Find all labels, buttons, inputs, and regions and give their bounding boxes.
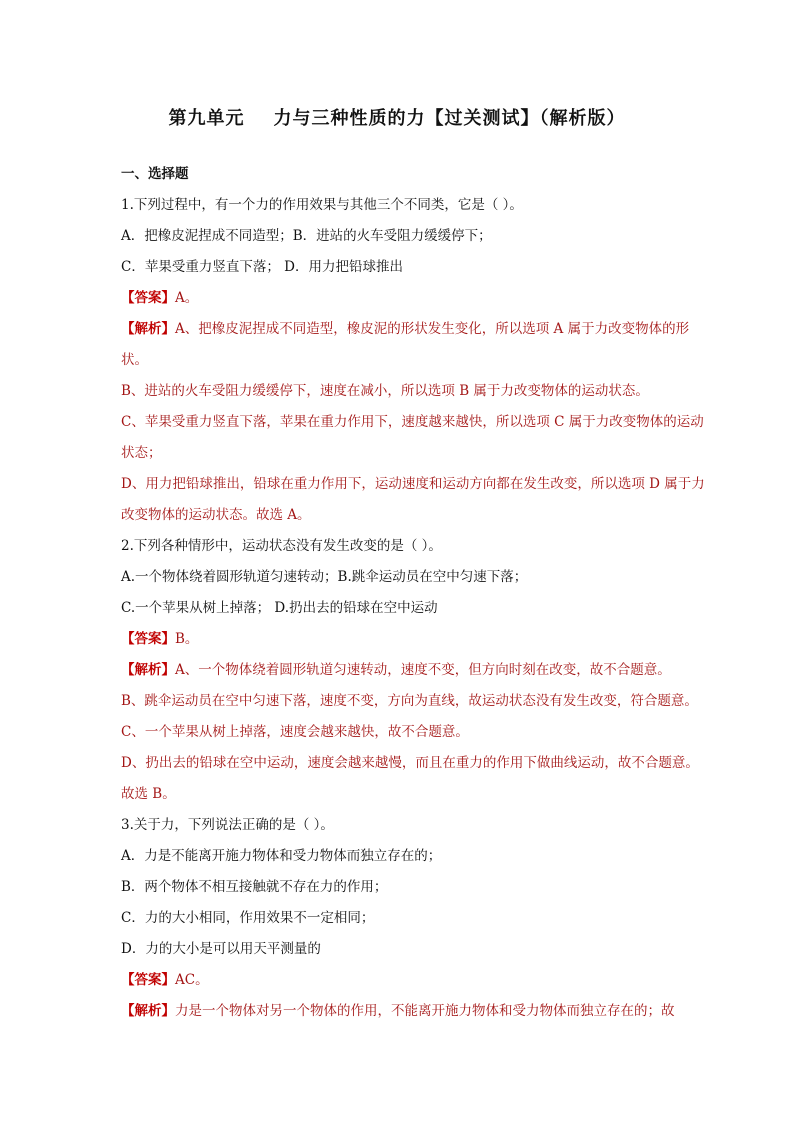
question-3-option-b: B．两个物体不相互接触就不存在力的作用； (121, 879, 388, 895)
question-3-option-c: C．力的大小相同，作用效果不一定相同； (121, 910, 375, 926)
question-1-analysis-b: B、进站的火车受阻力缓缓停下，速度在减小，所以选项 B 属于力改变物体的运动状态。 (121, 383, 649, 399)
question-2-answer (95, 624, 710, 655)
question-3-option-a: A．力是不能离开施力物体和受力物体而独立存在的； (121, 848, 442, 864)
page-title: 第九单元 力与三种性质的力【过关测试】（解析版） (168, 108, 626, 129)
question-2-stem: 2.下列各种情形中，运动状态没有发生改变的是（ ）。 (121, 538, 442, 554)
question-3-stem: 3.关于力，下列说法正确的是（ ）。 (121, 817, 334, 833)
analysis-text: A、一个物体绕着圆形轨道匀速转动，速度不变，但方向时刻在改变，故不合题意。 (175, 662, 671, 678)
question-2-options-line-2: C.一个苹果从树上掉落； D.扔出去的铅球在空中运动 (121, 600, 438, 616)
question-3-answer (95, 965, 710, 996)
question-1-analysis-d: D、用力把铅球推出，铅球在重力作用下，运动速度和运动方向都在发生改变，所以选项 D 属于力改变物体的运动状态。故选 A。 (121, 476, 705, 523)
analysis-text: A、把橡皮泥捏成不同造型，橡皮泥的形状发生变化，所以选项 A 属于力改变物体的形状。 (121, 321, 690, 368)
question-2-analysis-d: D、扔出去的铅球在空中运动，速度会越来越慢，而且在重力的作用下做曲线运动，故不合题意。 (121, 755, 699, 771)
question-2-analysis-a (95, 655, 710, 686)
answer-tag: 【答案】 (121, 631, 175, 647)
answer-text: A。 (175, 290, 199, 306)
question-1-options-line-1: A．把橡皮泥捏成不同造型；B．进站的火车受阻力缓缓停下； (121, 228, 492, 244)
question-1-analysis-c: C、苹果受重力竖直下落，苹果在重力作用下，速度越来越快，所以选项 C 属于力改变物体的运动状态； (121, 414, 704, 461)
section-heading: 一、选择题 (121, 166, 189, 182)
analysis-tag: 【解析】 (121, 1003, 175, 1019)
answer-tag: 【答案】 (121, 290, 175, 306)
question-2-conclusion: 故选 B。 (121, 786, 176, 802)
question-1-stem: 1.下列过程中，有一个力的作用效果与其他三个不同类，它是（ ）。 (121, 197, 523, 213)
document-body (95, 159, 710, 1027)
question-2-analysis-b: B、跳伞运动员在空中匀速下落，速度不变，方向为直线，故运动状态没有发生改变，符合题意。 (121, 693, 698, 709)
question-1-analysis-a (95, 314, 710, 376)
question-1-answer (95, 283, 710, 314)
question-3-option-d: D．力的大小是可以用天平测量的 (121, 941, 321, 957)
analysis-tag: 【解析】 (121, 321, 175, 337)
answer-text: B。 (175, 631, 199, 647)
answer-tag: 【答案】 (121, 972, 175, 988)
question-2-options-line-1: A.一个物体绕着圆形轨道匀速转动；B.跳伞运动员在空中匀速下落； (121, 569, 528, 585)
analysis-text: 力是一个物体对另一个物体的作用，不能离开施力物体和受力物体而独立存在的；故 (175, 1003, 675, 1019)
answer-text: AC。 (175, 972, 209, 988)
analysis-tag: 【解析】 (121, 662, 175, 678)
question-2-analysis-c: C、一个苹果从树上掉落，速度会越来越快，故不合题意。 (121, 724, 469, 740)
question-3-analysis (95, 996, 710, 1027)
question-1-options-line-2: C．苹果受重力竖直下落； D．用力把铅球推出 (121, 259, 403, 275)
